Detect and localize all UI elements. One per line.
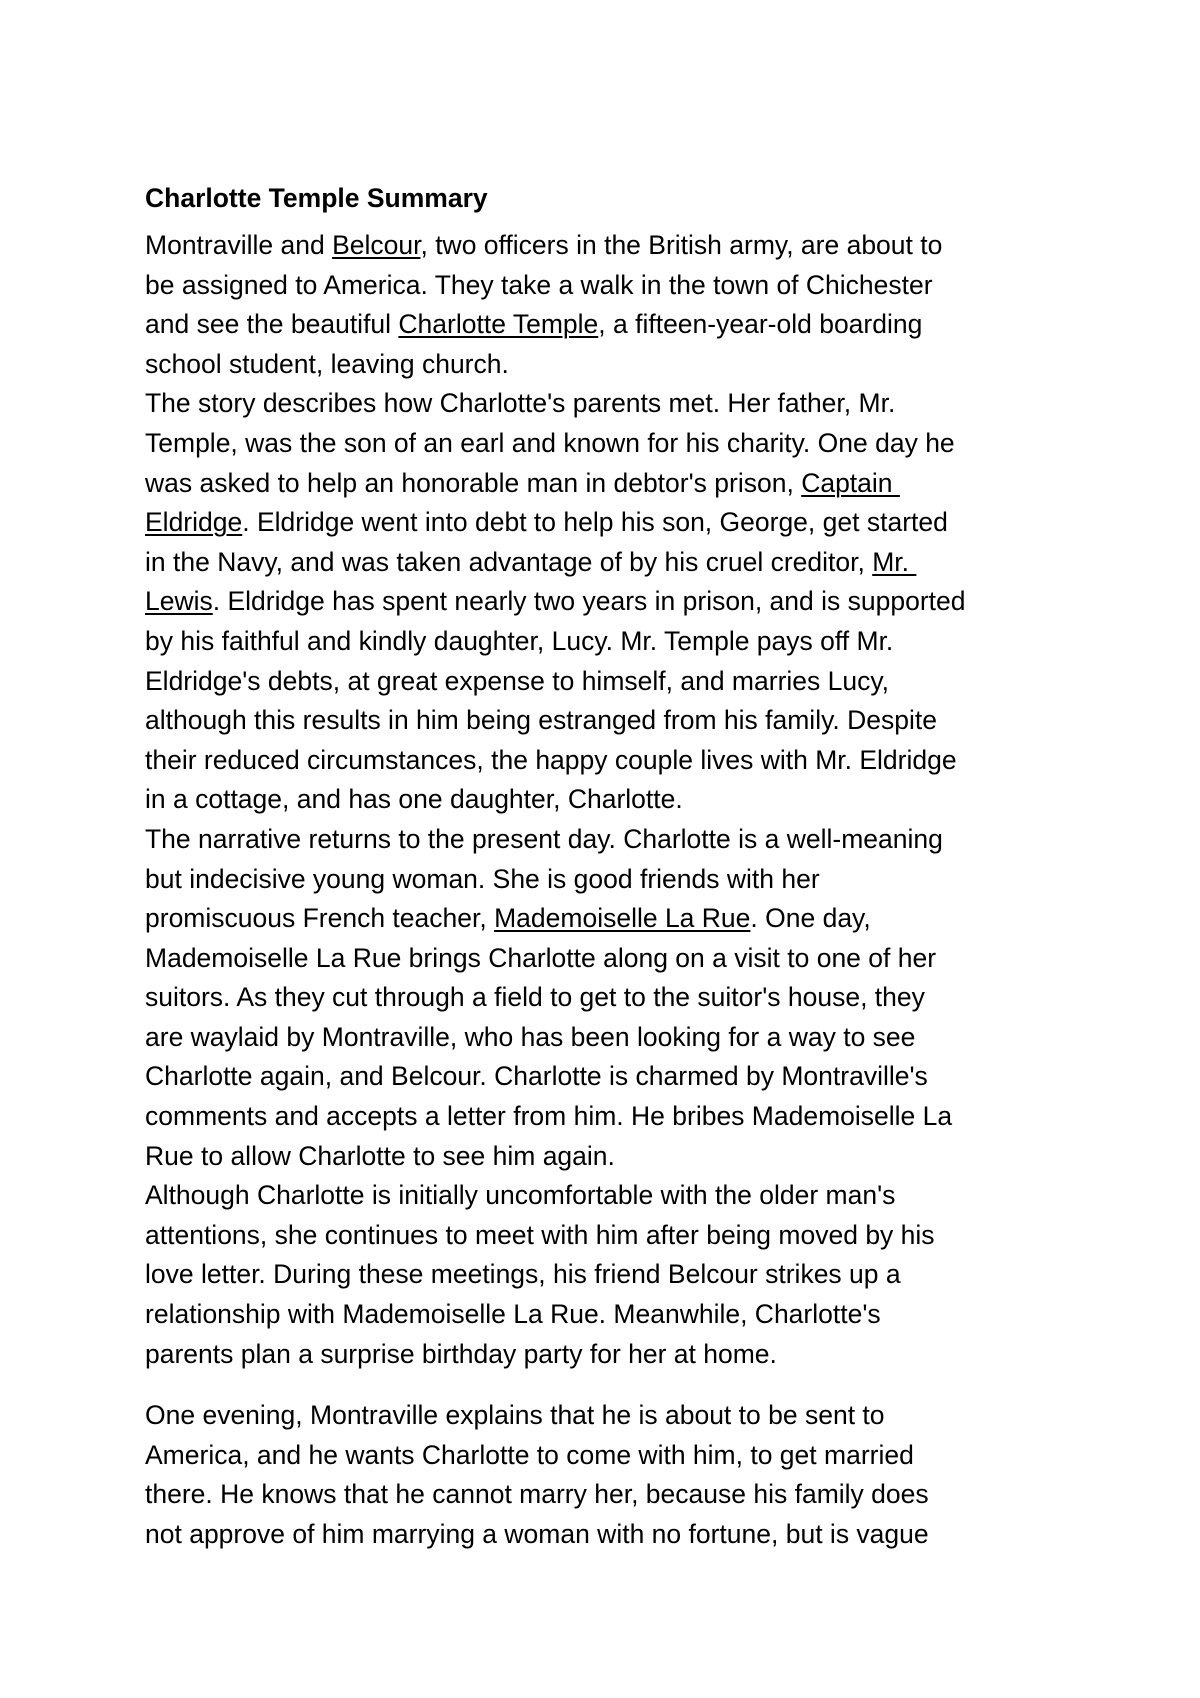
text-segment: . Eldridge went into debt to help his son, George, get started (242, 507, 948, 538)
text-segment: The story describes how Charlotte's parents met. Her father, Mr. (145, 388, 896, 419)
text-line (145, 226, 1095, 266)
text-segment: their reduced circumstances, the happy couple lives with Mr. Eldridge (145, 744, 957, 775)
text-line (145, 978, 1095, 1018)
text-line (145, 899, 1095, 939)
text-line (145, 582, 1095, 622)
text-line (145, 266, 1095, 306)
text-segment: One evening, Montraville explains that he is about to be sent to (145, 1400, 885, 1431)
text-line (145, 305, 1095, 345)
text-line (145, 543, 1095, 583)
text-segment: suitors. As they cut through a field to get to the suitor's house, they (145, 982, 925, 1013)
text-segment: but indecisive young woman. She is good friends with her (145, 863, 820, 894)
text-segment: Rue to allow Charlotte to see him again. (145, 1140, 615, 1171)
text-line (145, 1018, 1095, 1058)
text-segment: Charlotte again, and Belcour. Charlotte is charmed by Montraville's (145, 1061, 928, 1092)
text-segment: Although Charlotte is initially uncomfortable with the older man's (145, 1180, 896, 1211)
text-segment: be assigned to America. They take a walk in the town of Chichester (145, 269, 933, 300)
character-link[interactable]: Charlotte Temple (398, 309, 599, 340)
text-line (145, 1335, 1095, 1375)
summary-text (145, 226, 1095, 1555)
text-line (145, 1137, 1095, 1177)
text-segment: and see the beautiful (145, 309, 399, 340)
character-link[interactable]: Captain (801, 467, 900, 498)
text-line (145, 1216, 1095, 1256)
text-segment: relationship with Mademoiselle La Rue. Meanwhile, Charlotte's (145, 1299, 881, 1330)
text-segment: , two officers in the British army, are about to (420, 230, 943, 260)
text-line (145, 1396, 1095, 1436)
text-line (145, 1255, 1095, 1295)
text-segment: are waylaid by Montraville, who has been looking for a way to see (145, 1021, 916, 1052)
text-line (145, 780, 1095, 820)
text-line (145, 1097, 1095, 1137)
character-link[interactable]: Eldridge (145, 507, 243, 538)
text-line (145, 622, 1095, 662)
text-segment: . Eldridge has spent nearly two years in prison, and is supported (212, 586, 966, 617)
text-segment: promiscuous French teacher, (145, 903, 495, 934)
text-line (145, 384, 1095, 424)
text-segment: . One day, (750, 903, 871, 934)
text-segment: parents plan a surprise birthday party for her at home. (145, 1338, 777, 1369)
text-line (145, 464, 1095, 504)
text-segment: Temple, was the son of an earl and known for his charity. One day he (145, 427, 955, 458)
character-link[interactable]: Mr. (872, 546, 917, 577)
text-line (145, 1436, 1095, 1476)
text-line (145, 1515, 1095, 1555)
text-line (145, 1475, 1095, 1515)
text-line (145, 1295, 1095, 1335)
text-line (145, 345, 1095, 385)
text-line (145, 820, 1095, 860)
text-line (145, 503, 1095, 543)
text-segment: attentions, she continues to meet with him after being moved by his (145, 1219, 935, 1250)
text-segment: school student, leaving church. (145, 348, 509, 379)
text-line (145, 1057, 1095, 1097)
text-segment: , a fifteen-year-old boarding (598, 309, 923, 340)
text-segment: although this results in him being estranged from his family. Despite (145, 705, 937, 736)
text-line (145, 860, 1095, 900)
text-segment: love letter. During these meetings, his friend Belcour strikes up a (145, 1259, 901, 1290)
text-line (145, 1176, 1095, 1216)
text-segment: by his faithful and kindly daughter, Lucy. Mr. Temple pays off Mr. (145, 625, 894, 656)
text-segment: in the Navy, and was taken advantage of by his cruel creditor, (145, 546, 873, 577)
text-segment: Eldridge's debts, at great expense to himself, and marries Lucy, (145, 665, 890, 696)
character-link[interactable]: Mademoiselle La Rue (494, 903, 751, 934)
character-link[interactable]: Lewis (145, 586, 213, 617)
paragraph-gap (145, 1374, 1095, 1396)
text-segment: there. He knows that he cannot marry her, because his family does (145, 1479, 929, 1510)
text-segment: in a cottage, and has one daughter, Charlotte. (145, 784, 683, 815)
text-segment: comments and accepts a letter from him. He bribes Mademoiselle La (145, 1101, 953, 1132)
text-line (145, 741, 1095, 781)
text-segment: not approve of him marrying a woman with no fortune, but is vague (145, 1519, 929, 1549)
text-segment: The narrative returns to the present day. Charlotte is a well-meaning (145, 823, 943, 854)
page-title: Charlotte Temple Summary (145, 183, 488, 213)
text-segment: Mademoiselle La Rue brings Charlotte along on a visit to one of her (145, 942, 937, 973)
text-segment: America, and he wants Charlotte to come with him, to get married (145, 1439, 914, 1470)
text-segment: was asked to help an honorable man in debtor's prison, (145, 467, 802, 498)
document-body (145, 178, 1095, 1555)
text-line (145, 424, 1095, 464)
text-line (145, 662, 1095, 702)
text-segment: Montraville and (145, 230, 333, 260)
text-line (145, 939, 1095, 979)
text-line (145, 701, 1095, 741)
character-link[interactable]: Belcour (332, 230, 421, 260)
